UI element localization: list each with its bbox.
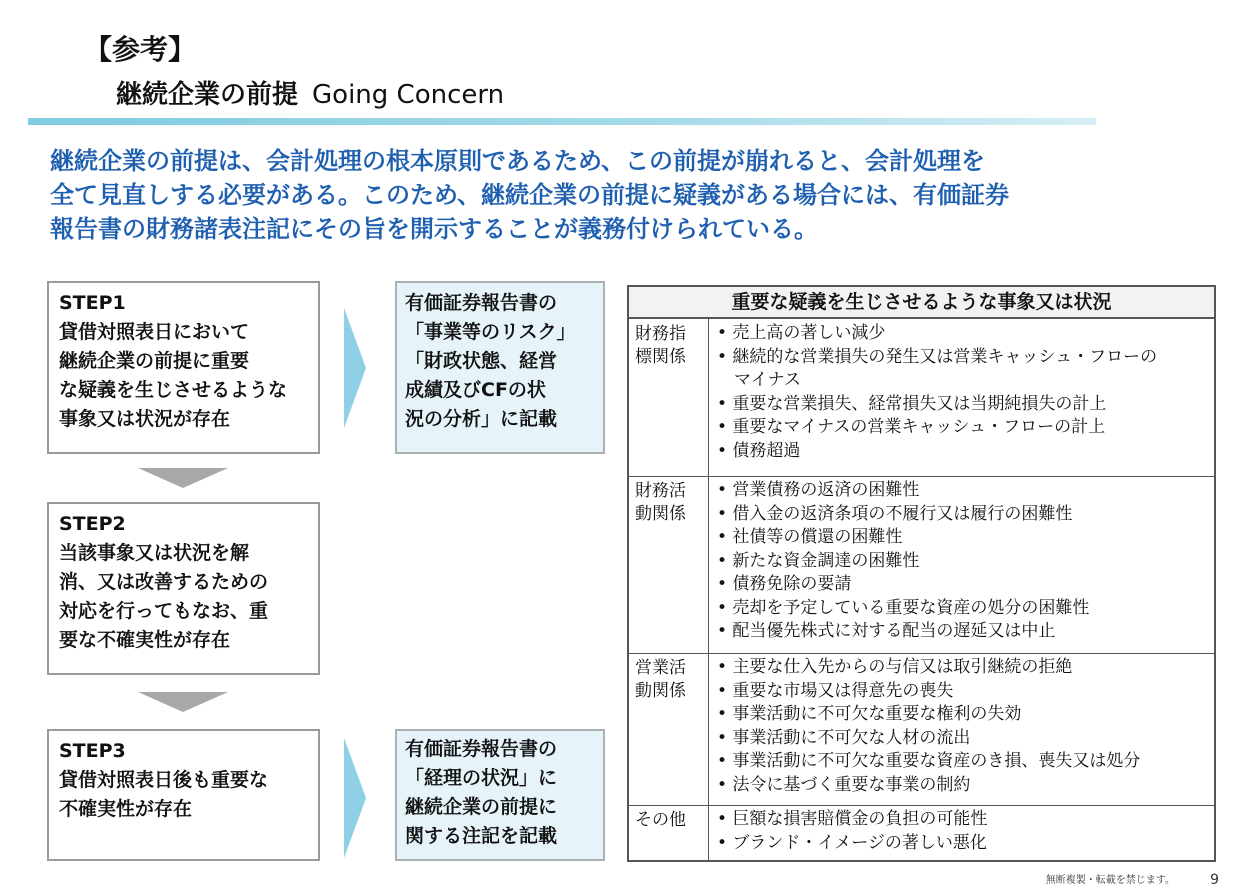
right-arrow-icon [344,308,366,428]
disclosure-line: 「経理の状況」に [405,767,558,789]
disclosure-line: 況の分析」に記載 [405,408,558,430]
step-text-line: 不確実性が存在 [59,798,193,820]
table-row [629,805,1214,860]
step-label: STEP1 [59,292,126,314]
step-text-line: 消、又は改善するための [59,571,269,593]
disclosure-line: 成績及びCFの状 [405,379,546,401]
list-item: • 法令に基づく重要な事業の制約 [717,774,971,795]
table-header: 重要な疑義を生じさせるような事象又は状況 [629,287,1214,319]
page-title-en: Going Concern [312,80,505,110]
list-item: • 重要な市場又は得意先の喪失 [717,680,954,701]
category-line: 財務指 [635,324,686,344]
events-conditions-table [627,285,1216,862]
row-category [629,476,709,653]
step-text-line: 対応を行ってもなお、重 [59,600,269,622]
down-arrow-icon [138,692,228,712]
list-item: • 売上高の著しい減少 [717,323,886,343]
list-item: • 借入金の返済条項の不履行又は履行の困難性 [717,503,1073,524]
page-title [116,74,504,111]
list-item: • 社債等の償還の困難性 [717,527,903,547]
list-item: • 債務超過 [717,440,801,461]
step-text-line: 事象又は状況が存在 [59,408,231,430]
row-items [717,479,1210,644]
list-item: • 事業活動に不可欠な重要な資産のき損、喪失又は処分 [717,751,1141,771]
disclosure-line: 関する注記を記載 [405,825,558,847]
step-text-line: 貸借対照表日後も重要な [59,769,269,791]
disclosure-line: 「財政状態、経営 [405,350,558,372]
right-arrow-icon [344,738,366,858]
disclosure-line: 継続企業の前提に [405,796,558,818]
step-label: STEP3 [59,740,126,762]
row-category [629,653,709,805]
list-item: • 配当優先株式に対する配当の遅延又は中止 [717,621,1056,641]
row-category [629,319,709,476]
category-line: 標関係 [635,347,686,367]
step-text-line: な疑義を生じさせるような [59,379,288,401]
category-line: その他 [635,810,686,830]
page-title-jp: 継続企業の前提 [116,80,299,110]
page-number: 9 [1210,872,1219,888]
step3-box [47,729,320,861]
list-item: • 営業債務の返済の困難性 [717,480,920,500]
table-row [629,476,1214,654]
intro-line: 報告書の財務諸表注記にその旨を開示することが義務付けられている。 [50,215,818,243]
category-line: 動関係 [635,504,686,524]
list-item: • 事業活動に不可欠な人材の流出 [717,727,971,748]
row-items [717,808,1210,855]
disclosure-line: 有価証券報告書の [405,292,558,314]
table-row [629,319,1214,477]
category-line: 営業活 [635,658,686,678]
row-items [717,322,1210,463]
step1-box [47,281,320,454]
category-line: 動関係 [635,681,686,701]
step-text-line: 当該事象又は状況を解 [59,542,250,564]
disclosure-box-1 [395,281,605,454]
list-item: • 巨額な損害賠償金の負担の可能性 [717,809,988,829]
step2-box [47,502,320,675]
row-items [717,656,1210,797]
list-item: • 重要なマイナスの営業キャッシュ・フローの計上 [717,417,1106,437]
copyright-notice: 無断複製・転載を禁じます。 [1045,875,1175,886]
list-item: • 継続的な営業損失の発生又は営業キャッシュ・フローの [717,346,1158,367]
disclosure-line: 有価証券報告書の [405,738,558,760]
step-text-line: 要な不確実性が存在 [59,629,231,651]
down-arrow-icon [138,468,228,488]
category-line: 財務活 [635,481,686,501]
list-item: • 重要な営業損失、経常損失又は当期純損失の計上 [717,393,1107,414]
title-underline [28,118,1096,125]
step-label: STEP2 [59,513,126,535]
intro-paragraph [50,144,1210,246]
disclosure-box-2 [395,729,605,861]
disclosure-line: 「事業等のリスク」 [405,321,576,343]
intro-line: 全て見直しする必要がある。このため、継続企業の前提に疑義がある場合には、有価証券 [50,181,1010,209]
page-title-tag: 【参考】 [84,33,197,66]
list-item: • 主要な仕入先からの与信又は取引継続の拒絶 [717,657,1073,677]
list-item: • 売却を予定している重要な資産の処分の困難性 [717,597,1090,618]
table-row [629,653,1214,806]
list-item: • ブランド・イメージの著しい悪化 [717,832,987,853]
row-category [629,805,709,860]
step-text-line: 継続企業の前提に重要 [59,350,250,372]
intro-line: 継続企業の前提は、会計処理の根本原則であるため、この前提が崩れると、会計処理を [50,147,986,175]
list-item: • 債務免除の要請 [717,574,852,594]
list-item: • 事業活動に不可欠な重要な権利の失効 [717,704,1022,724]
list-item: マイナス [717,370,801,390]
list-item: • 新たな資金調達の困難性 [717,550,920,571]
step-text-line: 貸借対照表日において [59,321,250,343]
